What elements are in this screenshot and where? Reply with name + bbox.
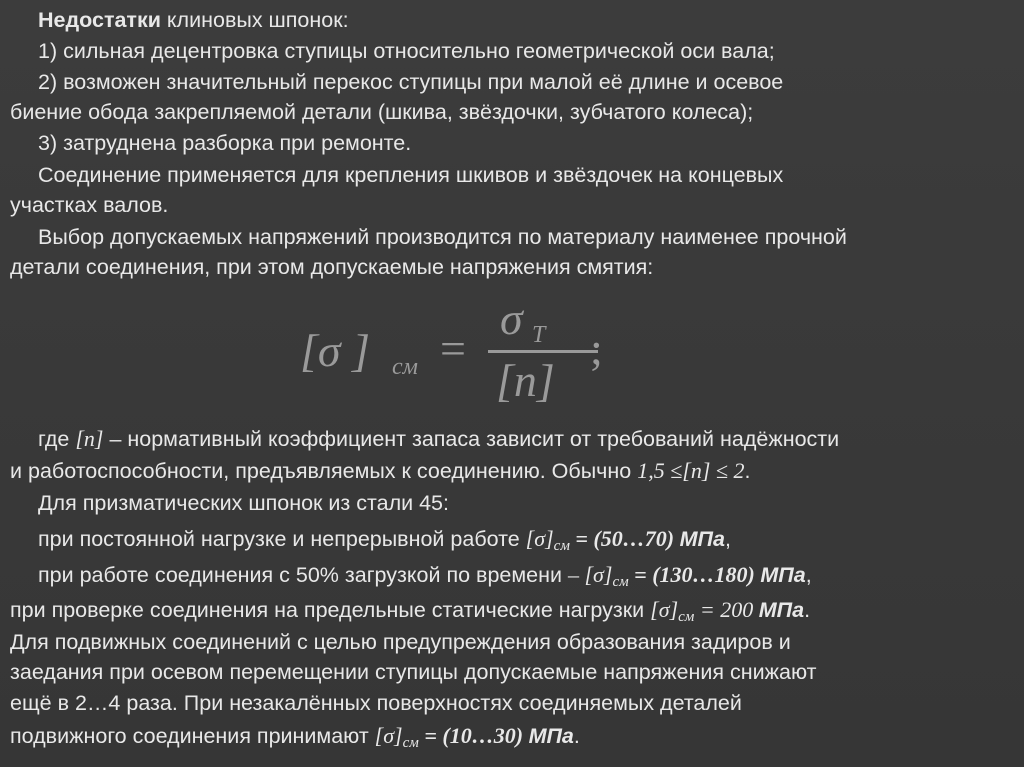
formula-lhs-subscript: см [392,354,418,380]
usage-line-1: Соединение применяется для крепления шкивов и звёздочек на концевых [38,163,784,187]
item-2-line-2: биение обода закрепляемой детали (шкива, звёздочки, зубчатого колеса); [10,100,754,124]
item-2-line-1: 2) возможен значительный перекос ступицы при малой её длине и осевое [38,70,784,94]
formula-equals: = [440,323,466,374]
mobile-post: . [573,724,580,748]
formula-denominator: [n] [496,355,555,406]
formula-lhs: [σ ] [300,325,370,376]
load50-sigma: [σ] [584,562,613,587]
mobile-sigma: [σ] [374,723,403,748]
formula-numerator-subscript: T [532,322,546,348]
load50-val: = (130…180) [628,562,761,587]
mobile-unit: МПа [528,724,574,748]
mobile-pre: подвижного соединения принимают [10,724,375,748]
heading-bold: Недостатки [38,8,161,32]
static-val: = 200 [694,597,759,622]
static-pre: при проверке соединения на предельные статические нагрузки [10,598,651,622]
where-pre: где [38,427,76,451]
const-pre: при постоянной нагрузке и непрерывной работе [38,527,526,551]
heading [38,5,1024,35]
formula-semicolon: ; [590,323,603,374]
static-post: . [804,598,811,622]
load50-sub: см [612,574,629,590]
where-n: [n] [75,426,104,451]
load50-pre: при работе соединения с 50% загрузкой по времени [38,563,568,587]
fraction-bar [488,350,598,353]
item-3: 3) затруднена разборка при ремонте. [38,131,412,155]
load50-post: , [805,563,812,587]
choice-line-2: детали соединения, при этом допускаемые напряжения смятия: [10,255,654,279]
load50-dash: – [567,562,585,587]
const-post: , [724,527,731,551]
mobile-line-1: Для подвижных соединений с целью предупреждения образования задиров и [10,630,791,654]
reliability-post: . [744,459,751,483]
const-sub: см [553,538,570,554]
choice-line-1: Выбор допускаемых напряжений производится по материалу наименее прочной [38,225,847,249]
const-val: = (50…70) [569,526,680,551]
reliability-line [10,456,1020,486]
mobile-line-4 [10,721,1020,758]
formula-numerator: σ [500,293,523,344]
static-sub: см [678,609,695,625]
usage-line-2: участках валов. [10,193,169,217]
mobile-val: = (10…30) [418,723,529,748]
mobile-line-3: ещё в 2…4 раза. При незакалённых поверхностях соединяемых деталей [10,691,742,715]
static-sigma: [σ] [650,597,679,622]
constant-load-line [38,524,1024,561]
reliability-range: 1,5 ≤[n] ≤ 2 [637,458,745,483]
load-50-line [38,560,1024,597]
heading-rest: клиновых шпонок: [160,8,349,32]
load50-unit: МПа [760,563,806,587]
prismatic-line: Для призматических шпонок из стали 45: [38,491,449,515]
static-unit: МПа [758,598,805,622]
item-1: 1) сильная децентровка ступицы относительно геометрической оси вала; [38,39,775,63]
mobile-sub: см [402,735,419,751]
mobile-line-2: заедания при осевом перемещении ступицы допускаемые напряжения снижают [10,660,817,684]
where-line [38,424,1024,454]
const-unit: МПа [679,527,725,551]
const-sigma: [σ] [525,526,554,551]
reliability-pre: и работоспособности, предъявляемых к соединению. Обычно [10,459,638,483]
where-post: – нормативный коэффициент запаса зависит от требований надёжности [103,427,840,451]
bearing-stress-formula [300,292,620,422]
